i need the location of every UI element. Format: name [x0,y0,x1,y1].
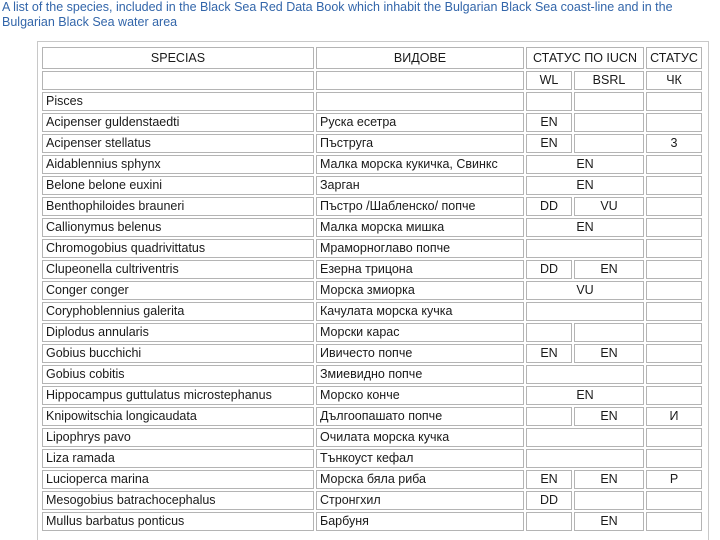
chk-status-cell [646,260,702,279]
wl-status-cell: EN [526,344,572,363]
species-latin-cell: Conger conger [42,281,314,300]
subheader-empty-2 [316,71,524,90]
table-row [42,197,702,216]
species-bulgarian-cell: Морско конче [316,386,524,405]
table-row [42,344,702,363]
iucn-status-cell: EN [526,176,644,195]
wl-status-cell [526,323,572,342]
header-row [42,47,702,69]
species-bulgarian-cell: Стронгхил [316,491,524,510]
table-row [42,323,702,342]
table-row [42,449,702,468]
iucn-status-cell: EN [526,218,644,237]
iucn-status-cell [526,449,644,468]
species-bulgarian-cell: Морски карас [316,323,524,342]
species-latin-cell: Mullus barbatus ponticus [42,512,314,531]
wl-status-cell [526,407,572,426]
species-bulgarian-cell: Руска есетра [316,113,524,132]
wl-status-cell [526,512,572,531]
bsrl-status-cell: EN [574,260,644,279]
species-latin-cell: Hippocampus guttulatus microstephanus [42,386,314,405]
bsrl-status-cell [574,491,644,510]
species-latin-cell: Belone belone euxini [42,176,314,195]
species-bulgarian-cell: Морска змиорка [316,281,524,300]
table-row [42,407,702,426]
species-latin-cell: Knipowitschia longicaudata [42,407,314,426]
table-row [42,281,702,300]
species-latin-cell: Chromogobius quadrivittatus [42,239,314,258]
chk-status-cell [646,113,702,132]
chk-status-cell [646,323,702,342]
group-empty-2 [316,92,524,111]
page-caption: A list of the species, included in the Black Sea Red Data Book which inhabit the Bulgarian Black Sea coast-line and in the Bulgarian Black Sea water area [2,0,673,29]
bsrl-status-cell [574,113,644,132]
chk-status-cell [646,344,702,363]
bsrl-status-cell: EN [574,470,644,489]
species-bulgarian-cell: Змиевидно попче [316,365,524,384]
iucn-status-cell: EN [526,155,644,174]
species-table [40,45,704,533]
group-label: Pisces [42,92,314,111]
chk-status-cell [646,239,702,258]
wl-status-cell: EN [526,470,572,489]
bsrl-status-cell: EN [574,344,644,363]
chk-status-cell [646,302,702,321]
iucn-status-cell: VU [526,281,644,300]
iucn-status-cell [526,302,644,321]
chk-status-cell [646,365,702,384]
species-bulgarian-cell: Дългоопашато попче [316,407,524,426]
wl-status-cell: EN [526,134,572,153]
iucn-status-cell [526,428,644,447]
group-empty-3 [526,92,572,111]
group-empty-5 [646,92,702,111]
species-latin-cell: Mesogobius batrachocephalus [42,491,314,510]
species-bulgarian-cell: Малка морска кукичка, Свинкс [316,155,524,174]
bsrl-status-cell [574,134,644,153]
wl-status-cell: DD [526,491,572,510]
species-bulgarian-cell: Морска бяла риба [316,470,524,489]
species-bulgarian-cell: Езерна трицона [316,260,524,279]
species-latin-cell: Lucioperca marina [42,470,314,489]
table-row [42,365,702,384]
subheader-row [42,71,702,90]
table-row [42,239,702,258]
species-bulgarian-cell: Очилата морска кучка [316,428,524,447]
chk-status-cell [646,449,702,468]
species-latin-cell: Aidablennius sphynx [42,155,314,174]
table-row [42,512,702,531]
table-row [42,176,702,195]
wl-status-cell: DD [526,197,572,216]
chk-status-cell [646,197,702,216]
species-latin-cell: Gobius bucchichi [42,344,314,363]
species-bulgarian-cell: Тънкоуст кефал [316,449,524,468]
subheader-empty-1 [42,71,314,90]
species-bulgarian-cell: Пъструга [316,134,524,153]
species-latin-cell: Gobius cobitis [42,365,314,384]
species-latin-cell: Acipenser stellatus [42,134,314,153]
species-latin-cell: Liza ramada [42,449,314,468]
chk-status-cell [646,218,702,237]
bsrl-status-cell: EN [574,512,644,531]
group-row [42,92,702,111]
table-row [42,386,702,405]
bsrl-status-cell: EN [574,407,644,426]
bsrl-status-cell: VU [574,197,644,216]
species-latin-cell: Callionymus belenus [42,218,314,237]
species-latin-cell: Lipophrys pavo [42,428,314,447]
table-row [42,470,702,489]
chk-status-cell [646,491,702,510]
table-row [42,260,702,279]
wl-status-cell: DD [526,260,572,279]
species-bulgarian-cell: Зарган [316,176,524,195]
header-vidove: ВИДОВЕ [316,47,524,69]
chk-status-cell: И [646,407,702,426]
chk-status-cell [646,386,702,405]
table-row [42,491,702,510]
chk-status-cell [646,176,702,195]
header-wl: WL [526,71,572,90]
iucn-status-cell [526,365,644,384]
table-row [42,113,702,132]
species-latin-cell: Clupeonella cultriventris [42,260,314,279]
species-bulgarian-cell: Пъстро /Шабленско/ попче [316,197,524,216]
chk-status-cell [646,281,702,300]
species-bulgarian-cell: Барбуня [316,512,524,531]
iucn-status-cell: EN [526,386,644,405]
species-bulgarian-cell: Малка морска мишка [316,218,524,237]
species-latin-cell: Acipenser guldenstaedti [42,113,314,132]
chk-status-cell: P [646,470,702,489]
species-bulgarian-cell: Мраморноглаво попче [316,239,524,258]
chk-status-cell: 3 [646,134,702,153]
species-latin-cell: Diplodus annularis [42,323,314,342]
species-latin-cell: Benthophiloides brauneri [42,197,314,216]
chk-status-cell [646,512,702,531]
header-bsrl: BSRL [574,71,644,90]
header-chk: ЧК [646,71,702,90]
bsrl-status-cell [574,323,644,342]
table-row [42,134,702,153]
group-empty-4 [574,92,644,111]
species-latin-cell: Coryphoblennius galerita [42,302,314,321]
header-status: СТАТУС [646,47,702,69]
chk-status-cell [646,155,702,174]
species-bulgarian-cell: Качулата морска кучка [316,302,524,321]
wl-status-cell: EN [526,113,572,132]
table-row [42,218,702,237]
species-bulgarian-cell: Ивичесто попче [316,344,524,363]
table-row [42,302,702,321]
chk-status-cell [646,428,702,447]
table-row [42,155,702,174]
header-species: SPECIAS [42,47,314,69]
header-iucn-status: СТАТУС ПО IUCN [526,47,644,69]
table-row [42,428,702,447]
iucn-status-cell [526,239,644,258]
